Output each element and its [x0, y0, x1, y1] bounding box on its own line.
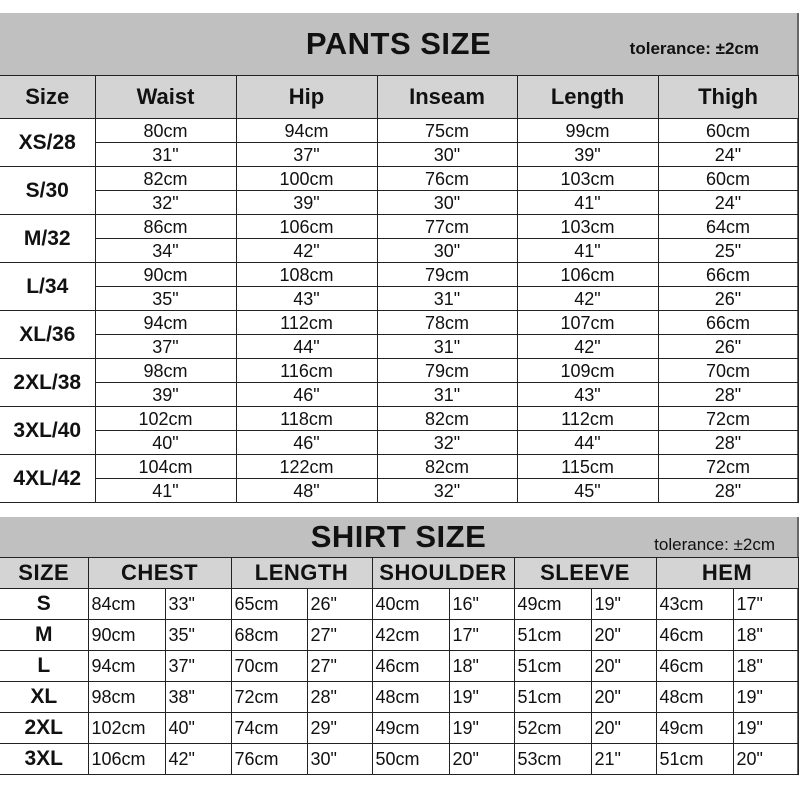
shirt-size-label: M [0, 620, 88, 651]
pants-cell-cm: 66cm [658, 263, 798, 287]
pants-size-label: XS/28 [0, 119, 95, 167]
shirt-cell-inch: 17" [733, 589, 798, 620]
pants-row-inch [0, 191, 798, 215]
shirt-cell-inch: 19" [733, 682, 798, 713]
shirt-cell-cm: 50cm [372, 744, 449, 775]
pants-cell-cm: 78cm [377, 311, 517, 335]
pants-cell-cm: 103cm [517, 167, 658, 191]
shirt-size-label: S [0, 589, 88, 620]
shirt-table-body [0, 589, 798, 775]
pants-row-inch [0, 479, 798, 503]
shirt-cell-inch: 40" [165, 713, 231, 744]
shirt-cell-inch: 38" [165, 682, 231, 713]
shirt-cell-cm: 48cm [656, 682, 733, 713]
shirt-cell-inch: 35" [165, 620, 231, 651]
pants-row-cm [0, 119, 798, 143]
shirt-row [0, 682, 798, 713]
pants-cell-cm: 102cm [95, 407, 236, 431]
pants-header-inseam: Inseam [377, 76, 517, 119]
shirt-cell-inch: 28" [307, 682, 372, 713]
pants-cell-cm: 82cm [377, 407, 517, 431]
shirt-cell-inch: 29" [307, 713, 372, 744]
pants-cell-cm: 70cm [658, 359, 798, 383]
shirt-row [0, 589, 798, 620]
shirt-size-chart [0, 517, 799, 775]
shirt-cell-inch: 42" [165, 744, 231, 775]
pants-cell-cm: 104cm [95, 455, 236, 479]
pants-size-label: M/32 [0, 215, 95, 263]
pants-cell-cm: 115cm [517, 455, 658, 479]
pants-header-size: Size [0, 76, 95, 119]
shirt-cell-cm: 48cm [372, 682, 449, 713]
shirt-cell-cm: 46cm [656, 651, 733, 682]
pants-cell-inch: 28" [658, 479, 798, 503]
shirt-tolerance: tolerance: ±2cm [654, 535, 775, 554]
shirt-size-label: XL [0, 682, 88, 713]
shirt-header-sleeve: SLEEVE [514, 558, 656, 589]
shirt-size-label: 3XL [0, 744, 88, 775]
pants-cell-cm: 66cm [658, 311, 798, 335]
pants-row-inch [0, 431, 798, 455]
pants-row-inch [0, 383, 798, 407]
pants-cell-cm: 60cm [658, 167, 798, 191]
pants-cell-cm: 100cm [236, 167, 377, 191]
pants-cell-cm: 77cm [377, 215, 517, 239]
shirt-size-table [0, 557, 799, 775]
pants-row-cm [0, 359, 798, 383]
shirt-cell-cm: 51cm [514, 651, 591, 682]
shirt-row [0, 744, 798, 775]
pants-row-inch [0, 287, 798, 311]
pants-cell-cm: 106cm [517, 263, 658, 287]
pants-cell-cm: 60cm [658, 119, 798, 143]
pants-cell-inch: 32" [377, 479, 517, 503]
pants-cell-cm: 109cm [517, 359, 658, 383]
shirt-cell-cm: 70cm [231, 651, 307, 682]
shirt-cell-inch: 30" [307, 744, 372, 775]
pants-row-cm [0, 455, 798, 479]
shirt-cell-inch: 20" [449, 744, 514, 775]
pants-cell-inch: 39" [517, 143, 658, 167]
pants-row-cm [0, 311, 798, 335]
pants-cell-inch: 44" [236, 335, 377, 359]
shirt-cell-inch: 19" [449, 713, 514, 744]
shirt-cell-cm: 51cm [656, 744, 733, 775]
shirt-title: SHIRT SIZE [310, 519, 487, 554]
pants-cell-cm: 86cm [95, 215, 236, 239]
pants-row-cm [0, 263, 798, 287]
pants-cell-cm: 82cm [95, 167, 236, 191]
shirt-cell-inch: 21" [591, 744, 656, 775]
shirt-cell-cm: 106cm [88, 744, 165, 775]
shirt-header-size: SIZE [0, 558, 88, 589]
shirt-cell-cm: 74cm [231, 713, 307, 744]
pants-cell-inch: 30" [377, 143, 517, 167]
pants-cell-inch: 34" [95, 239, 236, 263]
pants-cell-inch: 41" [95, 479, 236, 503]
shirt-cell-cm: 94cm [88, 651, 165, 682]
pants-header-length: Length [517, 76, 658, 119]
shirt-cell-inch: 17" [449, 620, 514, 651]
pants-row-cm [0, 215, 798, 239]
shirt-row [0, 620, 798, 651]
pants-cell-inch: 41" [517, 191, 658, 215]
shirt-cell-inch: 19" [733, 713, 798, 744]
pants-cell-inch: 48" [236, 479, 377, 503]
shirt-header-row [0, 558, 798, 589]
pants-tolerance: tolerance: ±2cm [629, 39, 759, 58]
pants-row-inch [0, 239, 798, 263]
pants-size-label: L/34 [0, 263, 95, 311]
pants-cell-inch: 39" [95, 383, 236, 407]
pants-size-label: 2XL/38 [0, 359, 95, 407]
pants-cell-inch: 35" [95, 287, 236, 311]
pants-size-chart [0, 13, 799, 503]
shirt-cell-cm: 49cm [514, 589, 591, 620]
shirt-cell-cm: 76cm [231, 744, 307, 775]
pants-row-cm [0, 167, 798, 191]
shirt-title-band [0, 517, 797, 557]
shirt-cell-inch: 20" [591, 620, 656, 651]
shirt-cell-inch: 20" [591, 651, 656, 682]
shirt-header-hem: HEM [656, 558, 798, 589]
pants-title-band [0, 13, 797, 75]
shirt-cell-cm: 72cm [231, 682, 307, 713]
shirt-cell-cm: 65cm [231, 589, 307, 620]
shirt-row [0, 651, 798, 682]
shirt-header-chest: CHEST [88, 558, 231, 589]
pants-cell-inch: 30" [377, 191, 517, 215]
pants-cell-inch: 44" [517, 431, 658, 455]
shirt-cell-cm: 46cm [372, 651, 449, 682]
shirt-cell-inch: 18" [449, 651, 514, 682]
pants-cell-cm: 99cm [517, 119, 658, 143]
shirt-cell-inch: 37" [165, 651, 231, 682]
shirt-cell-cm: 84cm [88, 589, 165, 620]
pants-cell-inch: 30" [377, 239, 517, 263]
pants-cell-inch: 32" [377, 431, 517, 455]
pants-cell-cm: 108cm [236, 263, 377, 287]
pants-row-inch [0, 143, 798, 167]
pants-size-label: 3XL/40 [0, 407, 95, 455]
pants-cell-inch: 26" [658, 335, 798, 359]
pants-cell-cm: 82cm [377, 455, 517, 479]
pants-cell-inch: 43" [236, 287, 377, 311]
pants-table-body [0, 119, 798, 503]
pants-header-thigh: Thigh [658, 76, 798, 119]
pants-cell-inch: 31" [377, 383, 517, 407]
shirt-cell-inch: 19" [449, 682, 514, 713]
pants-header-row [0, 76, 798, 119]
shirt-cell-inch: 20" [591, 713, 656, 744]
pants-cell-cm: 76cm [377, 167, 517, 191]
pants-cell-inch: 46" [236, 431, 377, 455]
pants-cell-cm: 116cm [236, 359, 377, 383]
shirt-cell-cm: 49cm [372, 713, 449, 744]
pants-cell-cm: 79cm [377, 263, 517, 287]
pants-cell-inch: 40" [95, 431, 236, 455]
shirt-cell-cm: 98cm [88, 682, 165, 713]
pants-size-label: XL/36 [0, 311, 95, 359]
shirt-cell-inch: 20" [733, 744, 798, 775]
shirt-cell-cm: 49cm [656, 713, 733, 744]
pants-cell-inch: 24" [658, 143, 798, 167]
pants-cell-cm: 122cm [236, 455, 377, 479]
shirt-header-shoulder: SHOULDER [372, 558, 514, 589]
shirt-cell-cm: 90cm [88, 620, 165, 651]
shirt-cell-cm: 102cm [88, 713, 165, 744]
pants-cell-cm: 72cm [658, 407, 798, 431]
pants-cell-cm: 94cm [236, 119, 377, 143]
shirt-size-label: L [0, 651, 88, 682]
pants-cell-cm: 80cm [95, 119, 236, 143]
pants-cell-cm: 106cm [236, 215, 377, 239]
shirt-cell-cm: 42cm [372, 620, 449, 651]
pants-cell-inch: 37" [95, 335, 236, 359]
pants-cell-cm: 112cm [517, 407, 658, 431]
pants-cell-inch: 31" [377, 335, 517, 359]
pants-cell-inch: 32" [95, 191, 236, 215]
pants-cell-inch: 45" [517, 479, 658, 503]
shirt-cell-inch: 18" [733, 651, 798, 682]
shirt-cell-inch: 19" [591, 589, 656, 620]
pants-cell-inch: 25" [658, 239, 798, 263]
pants-row-cm [0, 407, 798, 431]
pants-cell-cm: 118cm [236, 407, 377, 431]
pants-cell-cm: 94cm [95, 311, 236, 335]
pants-cell-cm: 75cm [377, 119, 517, 143]
shirt-cell-cm: 46cm [656, 620, 733, 651]
pants-cell-cm: 79cm [377, 359, 517, 383]
pants-cell-inch: 31" [95, 143, 236, 167]
pants-row-inch [0, 335, 798, 359]
pants-cell-inch: 42" [517, 335, 658, 359]
pants-cell-inch: 28" [658, 383, 798, 407]
shirt-cell-cm: 51cm [514, 682, 591, 713]
shirt-cell-inch: 20" [591, 682, 656, 713]
shirt-cell-inch: 33" [165, 589, 231, 620]
pants-cell-inch: 26" [658, 287, 798, 311]
shirt-cell-cm: 51cm [514, 620, 591, 651]
shirt-cell-cm: 40cm [372, 589, 449, 620]
pants-cell-inch: 41" [517, 239, 658, 263]
shirt-cell-cm: 68cm [231, 620, 307, 651]
pants-header-hip: Hip [236, 76, 377, 119]
pants-size-table [0, 75, 799, 503]
pants-cell-inch: 39" [236, 191, 377, 215]
shirt-header-length: LENGTH [231, 558, 372, 589]
pants-cell-cm: 72cm [658, 455, 798, 479]
pants-cell-cm: 103cm [517, 215, 658, 239]
pants-cell-cm: 107cm [517, 311, 658, 335]
pants-size-label: 4XL/42 [0, 455, 95, 503]
shirt-cell-cm: 52cm [514, 713, 591, 744]
shirt-size-label: 2XL [0, 713, 88, 744]
pants-title: PANTS SIZE [305, 26, 492, 61]
pants-size-label: S/30 [0, 167, 95, 215]
pants-cell-inch: 24" [658, 191, 798, 215]
pants-cell-inch: 37" [236, 143, 377, 167]
pants-cell-inch: 31" [377, 287, 517, 311]
pants-header-waist: Waist [95, 76, 236, 119]
shirt-cell-inch: 27" [307, 620, 372, 651]
shirt-cell-inch: 27" [307, 651, 372, 682]
shirt-cell-inch: 18" [733, 620, 798, 651]
pants-cell-inch: 43" [517, 383, 658, 407]
shirt-cell-inch: 26" [307, 589, 372, 620]
shirt-cell-cm: 43cm [656, 589, 733, 620]
pants-cell-inch: 46" [236, 383, 377, 407]
shirt-cell-cm: 53cm [514, 744, 591, 775]
shirt-row [0, 713, 798, 744]
pants-cell-inch: 28" [658, 431, 798, 455]
pants-cell-cm: 90cm [95, 263, 236, 287]
pants-cell-cm: 98cm [95, 359, 236, 383]
pants-cell-cm: 112cm [236, 311, 377, 335]
shirt-cell-inch: 16" [449, 589, 514, 620]
pants-cell-inch: 42" [236, 239, 377, 263]
pants-cell-inch: 42" [517, 287, 658, 311]
pants-cell-cm: 64cm [658, 215, 798, 239]
